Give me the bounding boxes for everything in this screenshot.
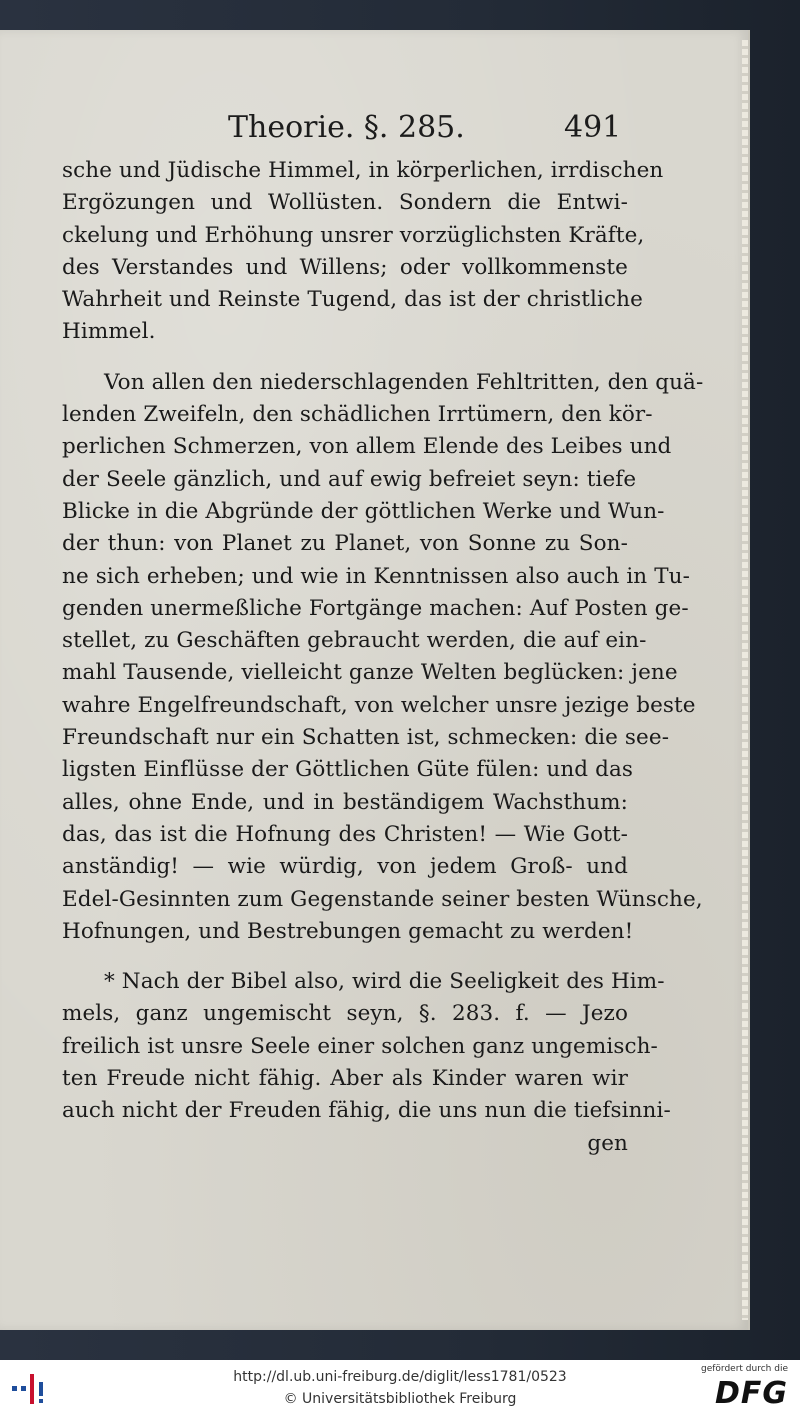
running-title: Theorie. §. 285. [228,110,465,145]
page-edge [742,40,748,1320]
body-text [62,155,704,1160]
text-line: auch nicht der Freuden fähig, die uns nun die tiefsinni- [62,1098,671,1124]
text-line: lenden Zweifeln, den schädlichen Irrtümern, den kör- [62,402,653,428]
text-line: der thun: von Planet zu Planet, von Sonne zu Son- [62,531,628,557]
text-line: perlichen Schmerzen, von allem Elende des Leibes und [62,434,672,460]
text-line: wahre Engelfreundschaft, von welcher unsre jezige beste [62,692,696,718]
sponsor-note: gefördert durch die [701,1364,788,1374]
paragraph [62,367,704,948]
footnote [62,966,671,1127]
text-line: Himmel. [62,319,156,345]
catchword: gen [587,1130,628,1156]
page-number: 491 [564,110,622,145]
text-line: freilich ist unsre Seele einer solchen ganz ungemisch- [62,1033,658,1059]
text-line: ten Freude nicht fähig. Aber als Kinder waren wir [62,1066,628,1092]
text-line: stellet, zu Geschäften gebraucht werden, die auf ein- [62,628,647,654]
dfg-logo: DFG [714,1376,788,1411]
text-line: ne sich erheben; und wie in Kenntnissen also auch in Tu- [62,563,690,589]
document-url[interactable]: http://dl.ub.uni-freiburg.de/diglit/less1781/0523 [233,1369,567,1385]
text-line: der Seele gänzlich, und auf ewig befreiet seyn: tiefe [62,466,637,492]
text-line: anständig! — wie würdig, von jedem Groß- und [62,854,628,880]
text-line: alles, ohne Ende, und in beständigem Wachsthum: [62,789,628,815]
text-line: das, das ist die Hofnung des Christen! — Wie Gott- [62,821,628,847]
text-line: Von allen den niederschlagenden Fehltritten, den quä- [104,369,704,395]
text-line: sche und Jüdische Himmel, in körperlichen, irrdischen [62,158,664,183]
text-line: Wahrheit und Reinste Tugend, das ist der christliche [62,287,643,313]
viewer-footer [0,1360,800,1415]
copyright-notice: © Universitätsbibliothek Freiburg [283,1391,517,1407]
text-line: ckelung und Erhöhung unsrer vorzüglichsten Kräfte, [62,222,645,248]
text-line: Edel-Gesinnten zum Gegenstande seiner besten Wünsche, [62,886,703,912]
text-line: Freundschaft nur ein Schatten ist, schmecken: die see- [62,725,670,751]
text-line: Ergözungen und Wollüsten. Sondern die Entwi- [62,190,628,216]
text-line: ligsten Einflüsse der Göttlichen Güte fülen: und das [62,757,634,783]
paragraph [62,155,664,349]
page-header [228,110,628,150]
text-line: * Nach der Bibel also, wird die Seeligkeit des Him- [104,969,665,995]
text-line: Blicke in die Abgründe der göttlichen Werke und Wun- [62,498,665,524]
text-line: genden unermeßliche Fortgänge machen: Auf Posten ge- [62,595,689,621]
text-line: mahl Tausende, vielleicht ganze Welten beglücken: jene [62,660,678,686]
text-line: Hofnungen, und Bestrebungen gemacht zu werden! [62,918,634,944]
text-line: mels, ganz ungemischt seyn, §. 283. f. — Jezo [62,1001,628,1027]
text-line: des Verstandes und Willens; oder vollkommenste [62,254,628,280]
